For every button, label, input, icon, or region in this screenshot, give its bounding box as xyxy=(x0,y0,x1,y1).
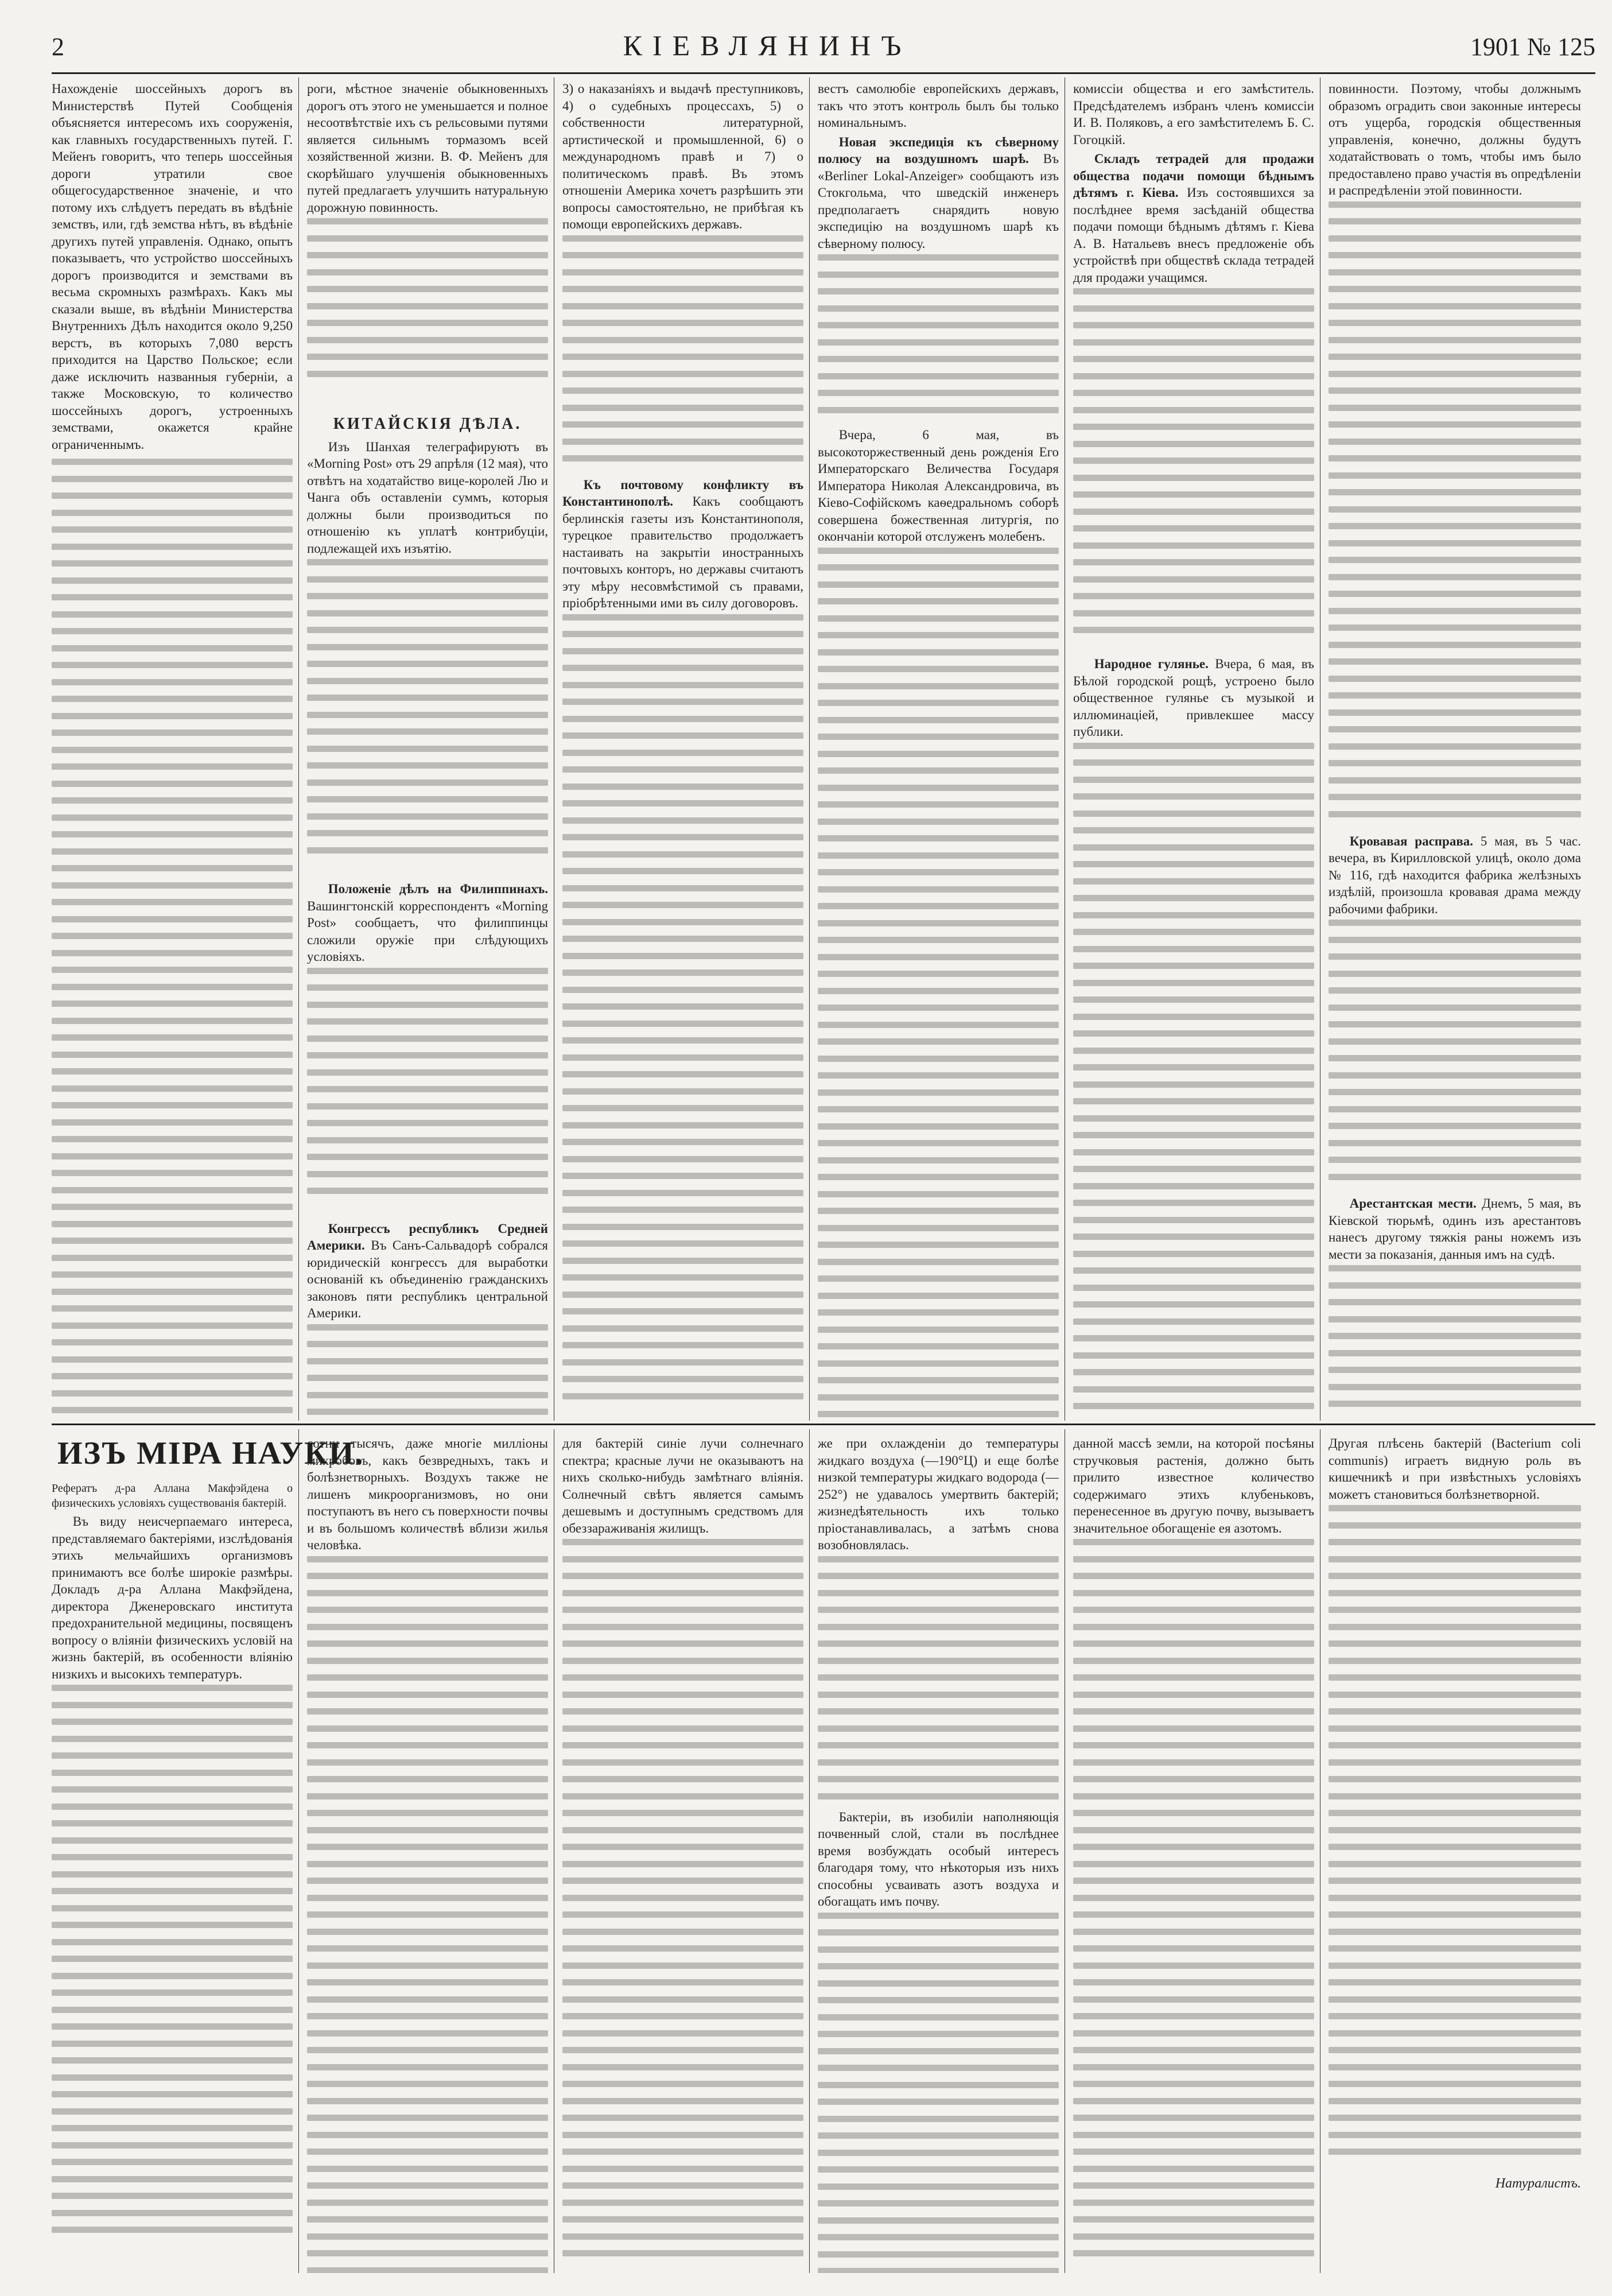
article-paragraph: Днемъ, 5 мая, въ Кіевской тюрьмѣ, одинъ изъ арестантовъ нанесъ другому тяжкія раны ножемъ изъ мести за показанія, данныя имъ на судѣ. xyxy=(1329,1196,1581,1262)
text-lines xyxy=(818,548,1059,1418)
text-lines xyxy=(1329,920,1581,1195)
text-lines xyxy=(307,1556,548,2274)
article-paragraph: Въ Санъ-Сальвадорѣ собрался юридическій конгрессъ для выработки основаній къ объединенію гражданскихъ законовъ пяти республикъ центральной Америки. xyxy=(307,1238,548,1320)
column-3 xyxy=(562,80,803,1418)
issue-number: 1901 № 125 xyxy=(1470,33,1595,61)
newspaper-title: КІЕВЛЯНИНЪ xyxy=(623,29,912,61)
page-number: 2 xyxy=(52,33,64,61)
article-paragraph: Вашингтонскій корреспондентъ «Morning Post» сообщаетъ, что филиппинцы сложили оружіе при слѣдующихъ условіяхъ. xyxy=(307,898,548,964)
article-paragraph: 5 мая, въ 5 час. вечера, въ Кирилловской улицѣ, около дома № 116, гдѣ находится фабрика желѣзныхъ издѣлій, произошла кровавая драма между рабочими фабрики. xyxy=(1329,833,1581,916)
column-6 xyxy=(1329,80,1581,1418)
article-paragraph: вестъ самолюбіе европейскихъ державъ, такъ что этотъ контроль былъ бы только номинальнымъ. xyxy=(818,82,1059,130)
text-lines xyxy=(307,1324,548,1418)
science-column-6 xyxy=(1329,1435,1581,2273)
text-lines xyxy=(1073,288,1314,656)
masthead xyxy=(52,29,1595,75)
science-intro: Рефератъ д-ра Аллана Макфэйдена о физическихъ условіяхъ существованія бактерій. xyxy=(52,1482,293,1510)
text-lines xyxy=(818,1556,1059,1809)
article-heading: Народное гулянье. xyxy=(1094,657,1209,671)
article-paragraph: Изъ состоявшихся за послѣднее время засѣданій общества подачи помощи бѣднымъ дѣтямъ г. Кіева А. В. Натальевъ внесъ предложеніе объ устройствѣ при обществѣ склада тетрадей для продажи учащимся. xyxy=(1073,185,1314,285)
article-paragraph: повинности. Поэтому, чтобы должнымъ образомъ оградить свои законные интересы отъ ущерба, городскія общественныя управленія, конечно, должны будутъ ходатайствовать о томъ, чтобы имъ было предоставлено право участія въ опредѣленіи и распредѣленіи этой повинности. xyxy=(1329,82,1581,197)
science-section-heading: ИЗЪ МІРА НАУКИ. xyxy=(57,1436,364,1471)
article-heading: Конгрессъ республикъ Средней Америки. xyxy=(307,1221,548,1252)
article-paragraph: роги, мѣстное значеніе обыкновенныхъ дорогъ отъ этого не уменьшается и полное несоотвѣтствіе ихъ съ рельсовыми путями является сильнымъ тормазомъ всей хозяйственной жизни. В. Ф. Мейенъ для скорѣйшаго улучшенія обыкновенныхъ путей предлагаетъ улучшить натуральную дорожную повинность. xyxy=(307,82,548,215)
column-divider xyxy=(298,77,299,1421)
text-lines xyxy=(307,559,548,881)
article-paragraph: Какъ сообщаютъ берлинскія газеты изъ Константинополя, турецкое правительство продолжаетъ настаивать на закрытіи иностранныхъ почтовыхъ конторъ, но державы считаютъ эту мѣру несовмѣстимой съ правами, пріобрѣтенными ими въ силу договоровъ. xyxy=(562,494,803,610)
text-lines xyxy=(562,1539,803,2273)
article-signature: Натуралистъ. xyxy=(1495,2176,1581,2191)
article-paragraph: Бактеріи, въ изобиліи наполняющія почвенный слой, стали въ послѣднее время возбуждать особый интересъ благодаря тому, что нѣкоторыя изъ нихъ способны усваивать азотъ воздуха и обогащать имъ почву. xyxy=(818,1809,1059,1909)
article-paragraph: для бактерій синіе лучи солнечнаго спектра; красные лучи не оказываютъ на нихъ сколько-нибудь замѣтнаго вліянія. Солнечный свѣтъ является самымъ дешевымъ и доступнымъ средствомъ для обеззараживанія жилищъ. xyxy=(562,1436,803,1535)
article-heading: Положеніе дѣлъ на Филиппинахъ. xyxy=(328,882,548,896)
article-heading: Складъ тетрадей для продажи общества подачи помощи бѣднымъ дѣтямъ г. Кіева. xyxy=(1073,152,1314,200)
article-paragraph: Въ «Berliner Lokal-Anzeiger» сообщаютъ изъ Стокгольма, что шведскій инженеръ предполагаетъ снарядить новую экспедицію на воздушномъ шарѣ къ сѣверному полюсу. xyxy=(818,152,1059,251)
text-lines xyxy=(307,218,548,402)
text-lines xyxy=(1073,743,1314,1418)
article-paragraph: Въ виду неисчерпаемаго интереса, представляемаго бактеріями, изслѣдованія этихъ мельчайшихъ организмовъ принимаютъ все болѣе широкіе размѣры. Докладъ д-ра Аллана Макфэйдена, директора Дженеровскаго института предохранительной медицины, посвященъ вопросу о вліяніи физическихъ условій на жизнь бактерій, въ особенности вліянію низкихъ и высокихъ температуръ. xyxy=(52,1514,293,1681)
text-lines xyxy=(52,459,293,1418)
text-lines xyxy=(52,1685,293,2247)
article-heading: Новая экспедиція къ сѣверному полюсу на воздушномъ шарѣ. xyxy=(818,134,1059,166)
column-4 xyxy=(818,80,1059,1418)
column-2 xyxy=(307,80,548,1418)
text-lines xyxy=(1329,1265,1581,1418)
text-lines xyxy=(818,1913,1059,2274)
article-paragraph: данной массѣ земли, на которой посѣяны стручковыя растенія, должно быть прилито известное количество содержимаго этихъ клубеньковъ, перенесенное въ другую почву, вызываетъ значительное обогащеніе ея азотомъ. xyxy=(1073,1436,1314,1535)
text-lines xyxy=(562,235,803,476)
section-heading: КИТАЙСКІЯ ДѢЛА. xyxy=(333,415,522,433)
section-rule xyxy=(52,1424,1595,1425)
article-heading: Кровавая расправа. xyxy=(1349,833,1474,848)
science-column-5 xyxy=(1073,1435,1314,2273)
text-lines xyxy=(818,254,1059,426)
text-lines xyxy=(307,968,548,1220)
text-lines xyxy=(1329,1505,1581,2171)
article-paragraph: сотни тысячъ, даже многіе милліоны микробовъ, какъ безвредныхъ, такъ и болѣзнетворныхъ. Воздухъ также не лишенъ микроорганизмовъ, но они поступаютъ въ него съ поверхности почвы и въ большомъ количествѣ вблизи жилья человѣка. xyxy=(307,1436,548,1552)
article-heading: Къ почтовому конфликту въ Константинополѣ. xyxy=(562,477,803,509)
article-paragraph: Вчера, 6 мая, въ Бѣлой городской рощѣ, устроено было общественное гулянье съ музыкой и иллюминаціей, привлекшее массу публики. xyxy=(1073,657,1314,739)
column-divider xyxy=(809,1429,810,2273)
article-paragraph: Нахожденіе шоссейныхъ дорогъ въ Министерствѣ Путей Сообщенія объясняется интересомъ ихъ сооруженія, как главныхъ государственныхъ путей. Г. Мейенъ говоритъ, что теперь шоссейныя дороги утратили свое общегосударственное значеніе, и что потому ихъ слѣдуетъ передать въ вѣдѣніе земствъ, или, гдѣ земства нѣтъ, въ вѣдѣніе другихъ путей управленія. Однако, опытъ показываетъ, что устройство шоссейныхъ дорогъ производится и земствами въ весьма скромныхъ размѣрахъ. Какъ мы сказали выше, въ вѣдѣніи Министерства Внутреннихъ Дѣлъ находится около 9,250 верстъ, въ которыхъ 7,080 верстъ приходится на Царство Польское; если даже исключить названныя губерніи, а также Московскую, то количество шоссейныхъ дорогъ, устроенныхъ земствами, окажется крайне ограниченнымъ. xyxy=(52,82,293,452)
science-column-3 xyxy=(562,1435,803,2273)
article-paragraph: Другая плѣсень бактерій (Bacterium coli communis) играетъ видную роль въ кишечникѣ и при извѣстныхъ условіяхъ можетъ становиться болѣзнетворной. xyxy=(1329,1436,1581,1502)
article-paragraph: комиссіи общества и его замѣститель. Предсѣдателемъ избранъ членъ комиссіи И. В. Поляковъ, а его замѣстителемъ Б. С. Гогоцкій. xyxy=(1073,82,1314,147)
header-rule xyxy=(52,72,1595,74)
column-1 xyxy=(52,80,293,1418)
newspaper-page xyxy=(17,11,1595,2285)
text-lines xyxy=(1073,1539,1314,2262)
text-lines xyxy=(562,614,803,1418)
science-column-1 xyxy=(52,1481,293,2273)
science-column-4 xyxy=(818,1435,1059,2273)
text-lines xyxy=(1329,201,1581,833)
column-divider xyxy=(298,1429,299,2273)
article-paragraph: 3) о наказаніяхъ и выдачѣ преступниковъ, 4) о судебныхъ процессахъ, 5) о собственности литературной, артистической и промышленной, 6) о международномъ правѣ и 7) о политическомъ правѣ. Въ этомъ отношеніи Америка хочетъ разрѣшить эти вопросы самостоятельно, не прибѣгая къ помощи европейскихъ державъ. xyxy=(562,82,803,231)
article-heading: Арестантская мести. xyxy=(1349,1196,1477,1211)
column-5 xyxy=(1073,80,1314,1418)
article-paragraph: Вчера, 6 мая, въ высокоторжественный день рожденія Его Императорскаго Величества Государя Императора Николая Александровича, въ Кіево-Софійскомъ каѳедральномъ соборѣ совершена божественная литургія, по окончаніи которой отслуженъ молебенъ. xyxy=(818,428,1059,544)
article-paragraph: же при охлажденіи до температуры жидкаго воздуха (—190°Ц) и еще болѣе низкой температуры жидкаго водорода (—252°) не удавалось умертвить бактерій; жизнедѣятельность ихъ только пріостанавливалась, а затѣмъ снова возобновлялась. xyxy=(818,1436,1059,1552)
science-column-2 xyxy=(307,1435,548,2273)
article-paragraph: Изъ Шанхая телеграфируютъ въ «Morning Post» отъ 29 апрѣля (12 мая), что отвѣтъ на ходатайство вице-королей Лю и Чанга объ оставленіи суммъ, которыя должны были производиться по отношенію къ уплатѣ контрибуціи, подлежащей ихъ изъятію. xyxy=(307,439,548,556)
column-divider xyxy=(809,77,810,1421)
